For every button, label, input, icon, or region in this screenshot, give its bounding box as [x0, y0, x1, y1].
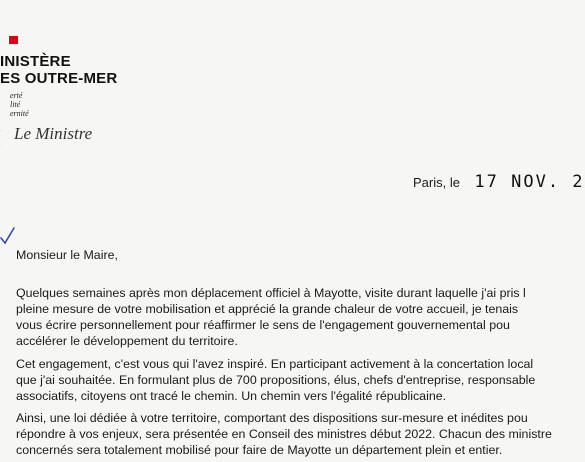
ministry-name-line2: ES OUTRE-MER — [0, 70, 118, 87]
paragraph-line: vous écrire personnellement pour réaffirmer le sens de l'engagement gouvernemental pou — [16, 318, 510, 332]
paragraph — [16, 410, 552, 458]
paragraph-line: pleine mesure de votre mobilisation et apprécié la grande chaleur de votre accueil, je tenais — [16, 302, 519, 316]
paragraph-line: répondre à vos enjeux, sera présentée en Conseil des ministres début 2022. Chacun des ministre — [16, 427, 552, 441]
paragraph — [16, 285, 526, 349]
tricolor-flag-logo — [0, 36, 18, 44]
paragraph — [16, 356, 535, 404]
ministry-name-line1: INISTÈRE — [0, 53, 71, 70]
pen-mark-icon — [0, 226, 16, 246]
motto-line: ernité — [10, 109, 29, 118]
paragraph-line: Ainsi, une loi dédiée à votre territoire, comportant des dispositions sur-mesure et inédites pou — [16, 411, 528, 425]
republic-motto — [10, 91, 29, 118]
ministry-name — [0, 53, 117, 87]
date-line — [413, 172, 585, 192]
paragraph-line: Cet engagement, c'est vous qui l'avez inspiré. En participant activement à la concertation local — [16, 357, 534, 371]
paragraph-line: que j'ai souhaitée. En formulant plus de 700 propositions, élus, chefs d'entreprise, responsable — [16, 373, 536, 387]
date-place: Paris, le — [413, 175, 460, 190]
date-stamp: 17 NOV. 2 — [474, 172, 585, 192]
salutation: Monsieur le Maire, — [16, 248, 118, 262]
paragraph-line: accélérer le développement du territoire. — [16, 334, 238, 348]
paragraph-line: Quelques semaines après mon déplacement officiel à Mayotte, visite durant laquelle j'ai pris l — [16, 286, 526, 300]
paragraph-line: concernés sera totalement mobilisé pour faire de Mayotte un département plein et entier. — [16, 443, 503, 457]
sender-title: Le Ministre — [14, 124, 93, 143]
paragraph-line: associatifs, citoyens ont tracé le chemin. Un chemin vers l'égalité républicaine. — [16, 389, 447, 403]
motto-line: erté — [10, 91, 23, 100]
motto-line: lité — [10, 100, 21, 109]
